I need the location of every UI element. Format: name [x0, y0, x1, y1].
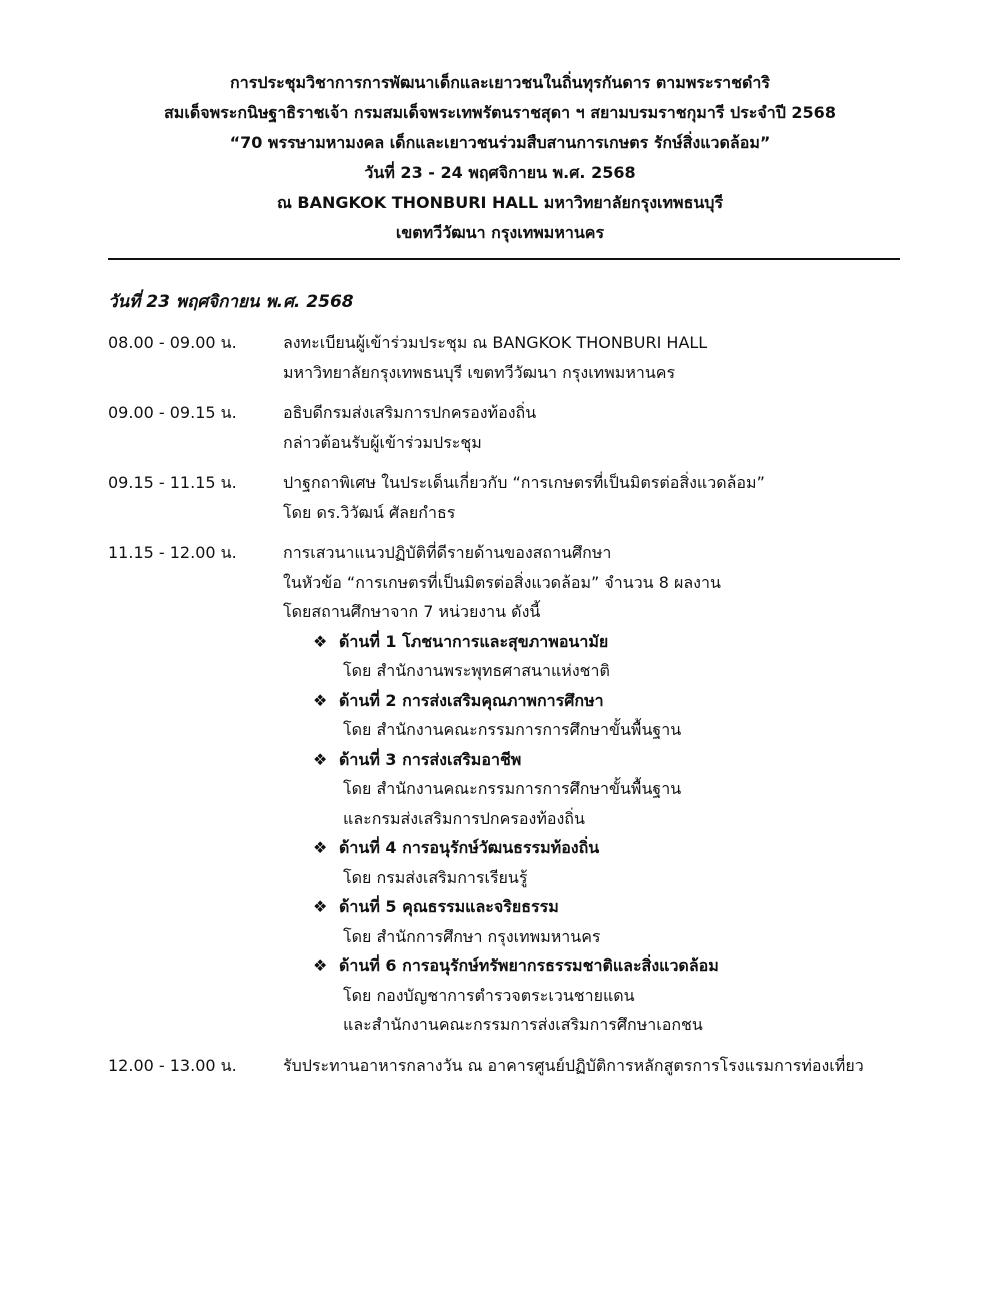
schedule-item — [108, 468, 968, 527]
category-title — [283, 627, 968, 657]
document-header — [60, 68, 940, 248]
category-title — [283, 745, 968, 775]
day-heading: วันที่ 23 พฤศจิกายน พ.ศ. 2568 — [108, 292, 354, 312]
schedule-item — [108, 538, 968, 1040]
schedule-text-line: การเสวนาแนวปฏิบัติที่ดีรายด้านของสถานศึกษา — [283, 543, 612, 562]
schedule-time: 08.00 - 09.00 น. — [108, 333, 237, 352]
schedule-item — [108, 328, 968, 387]
schedule-text-line: มหาวิทยาลัยกรุงเทพธนบุรี เขตทวีวัฒนา กรุงเทพมหานคร — [283, 362, 676, 382]
diamond-bullet-icon: ❖ — [313, 897, 328, 916]
schedule-text-line: โดยสถานศึกษาจาก 7 หน่วยงาน ดังนี้ — [283, 602, 541, 621]
category-title-text: ด้านที่ 5 คุณธรรมและจริยธรรม — [339, 897, 559, 916]
category-organization: และสำนักงานคณะกรรมการส่งเสริมการศึกษาเอกชน — [343, 1015, 703, 1034]
diamond-bullet-icon: ❖ — [313, 631, 328, 651]
schedule-item — [108, 1051, 968, 1081]
schedule-description — [283, 538, 968, 1040]
category-organization: โดย กองบัญชาการตำรวจตระเวนชายแดน — [343, 985, 635, 1005]
diamond-bullet-icon: ❖ — [313, 749, 328, 769]
schedule-time: 09.15 - 11.15 น. — [108, 473, 237, 492]
schedule-text-line: ปาฐกถาพิเศษ ในประเด็นเกี่ยวกับ “การเกษตรที่เป็นมิตรต่อสิ่งแวดล้อม” — [283, 473, 765, 492]
diamond-bullet-icon: ❖ — [313, 838, 328, 857]
schedule-time: 09.00 - 09.15 น. — [108, 403, 237, 422]
header-divider — [108, 258, 900, 260]
category-title — [283, 686, 968, 716]
schedule-time: 12.00 - 13.00 น. — [108, 1055, 237, 1075]
schedule-description — [283, 398, 968, 457]
schedule — [108, 328, 968, 1091]
header-line: การประชุมวิชาการการพัฒนาเด็กและเยาวชนในถิ่นทุรกันดาร ตามพระราชดำริ — [230, 73, 770, 92]
diamond-bullet-icon: ❖ — [313, 690, 328, 710]
category-title — [283, 833, 968, 863]
category-organization: โดย กรมส่งเสริมการเรียนรู้ — [343, 867, 528, 887]
category-organization: โดย สำนักการศึกษา กรุงเทพมหานคร — [343, 926, 601, 946]
category-title-text: ด้านที่ 1 โภชนาการและสุขภาพอนามัย — [339, 631, 609, 651]
category-title — [283, 892, 968, 922]
category-title — [283, 951, 968, 981]
category-title-text: ด้านที่ 3 การส่งเสริมอาชีพ — [339, 749, 522, 769]
schedule-text-line: กล่าวต้อนรับผู้เข้าร่วมประชุม — [283, 432, 482, 452]
schedule-text-line: อธิบดีกรมส่งเสริมการปกครองท้องถิ่น — [283, 403, 537, 422]
header-line: เขตทวีวัฒนา กรุงเทพมหานคร — [395, 223, 605, 242]
category-title-text: ด้านที่ 2 การส่งเสริมคุณภาพการศึกษา — [339, 690, 604, 710]
header-line: ณ BANGKOK THONBURI HALL มหาวิทยาลัยกรุงเทพธนบุรี — [276, 193, 724, 212]
category-title-text: ด้านที่ 4 การอนุรักษ์วัฒนธรรมท้องถิ่น — [339, 838, 600, 857]
schedule-text-line: ลงทะเบียนผู้เข้าร่วมประชุม ณ BANGKOK THONBURI HALL — [283, 333, 708, 352]
category-organization: และกรมส่งเสริมการปกครองท้องถิ่น — [343, 808, 585, 828]
schedule-description — [283, 328, 968, 387]
header-line: สมเด็จพระกนิษฐาธิราชเจ้า กรมสมเด็จพระเทพรัตนราชสุดา ฯ สยามบรมราชกุมารี ประจำปี 2568 — [164, 103, 836, 122]
header-line: “70 พรรษามหามงคล เด็กและเยาวชนร่วมสืบสานการเกษตร รักษ์สิ่งแวดล้อม” — [229, 133, 771, 152]
header-line: วันที่ 23 - 24 พฤศจิกายน พ.ศ. 2568 — [364, 163, 636, 182]
diamond-bullet-icon: ❖ — [313, 956, 328, 975]
category-organization: โดย สำนักงานคณะกรรมการการศึกษาขั้นพื้นฐาน — [343, 720, 682, 739]
schedule-time: 11.15 - 12.00 น. — [108, 543, 237, 562]
category-organization: โดย สำนักงานพระพุทธศาสนาแห่งชาติ — [343, 661, 610, 680]
schedule-description — [283, 468, 968, 527]
schedule-text-line: โดย ดร.วิวัฒน์ ศัลยกำธร — [283, 502, 456, 522]
category-title-text: ด้านที่ 6 การอนุรักษ์ทรัพยากรธรรมชาติและสิ่งแวดล้อม — [339, 956, 719, 975]
schedule-item — [108, 398, 968, 457]
schedule-description — [283, 1051, 968, 1081]
category-organization: โดย สำนักงานคณะกรรมการการศึกษาขั้นพื้นฐาน — [343, 779, 682, 798]
schedule-text-line: ในหัวข้อ “การเกษตรที่เป็นมิตรต่อสิ่งแวดล้อม” จำนวน 8 ผลงาน — [283, 572, 721, 592]
schedule-text-line: รับประทานอาหารกลางวัน ณ อาคารศูนย์ปฏิบัติการหลักสูตรการโรงแรมการท่องเที่ยว — [283, 1055, 864, 1075]
